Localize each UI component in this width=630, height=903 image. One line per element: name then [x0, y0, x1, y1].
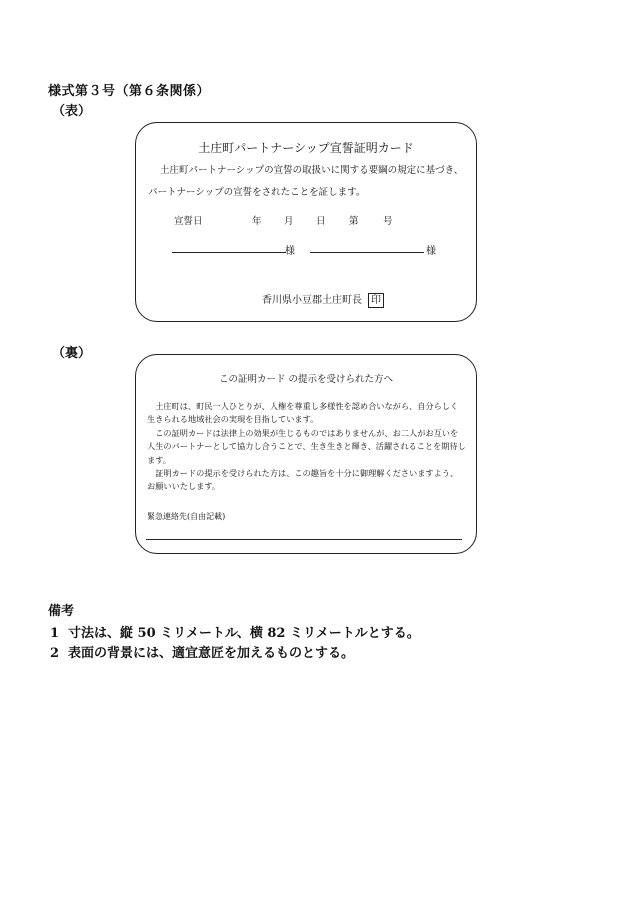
notes-title: 備考	[48, 604, 75, 619]
partner-name-line-2	[310, 252, 424, 253]
honorific-1: 様	[285, 246, 295, 257]
front-card-title: 土庄町パートナーシップ宣誓証明カード	[198, 141, 414, 155]
oath-year-label: 年	[252, 216, 262, 227]
back-card-body	[147, 400, 466, 494]
honorific-2: 様	[426, 246, 436, 257]
note-number: 2	[50, 646, 60, 661]
oath-day-label: 日	[316, 216, 326, 227]
back-paragraph-2: この証明カードは法律上の効果が生じるものではありませんが、お二人がお互いを人生のパートナーとして協力し合うことで、生き生きと輝き、活躍されることを期待します。	[147, 427, 466, 465]
back-paragraph-1: 土庄町は、町民一人ひとりが、人権を尊重し多様性を認め合いながら、自分らしく生きられる地域社会の実現を目指しています。	[147, 401, 459, 425]
front-body-line-1: 土庄町パートナーシップの宣誓の取扱いに関する要綱の規定に基づき、	[160, 165, 464, 176]
front-card-body	[148, 160, 466, 204]
certificate-card-back	[135, 354, 477, 554]
form-heading: 様式第３号（第６条関係）	[48, 84, 211, 99]
note-item-1	[50, 622, 420, 641]
back-paragraph-3: 証明カードの提示を受けられた方は、この趣旨を十分に御理解くださいますよう、お願いいたします。	[147, 468, 459, 492]
back-card-title: この証明カード の提示を受けられた方へ	[218, 374, 394, 385]
partner-name-line-1	[172, 252, 286, 253]
emergency-contact-line	[146, 539, 462, 540]
official-seal-box: 印	[368, 293, 384, 308]
front-side-label: （表）	[52, 104, 92, 119]
number-prefix-label: 第	[349, 216, 359, 227]
certificate-card-front	[135, 122, 477, 322]
emergency-contact-label: 緊急連絡先(自由記載)	[147, 512, 226, 521]
note-text: 寸法は、縦 50 ミリメートル、横 82 ミリメートルとする。	[68, 626, 420, 641]
front-body-line-2: パートナーシップの宣誓をされたことを証します。	[148, 187, 366, 198]
note-number: 1	[50, 626, 60, 641]
issuer-block	[262, 291, 384, 308]
oath-month-label: 月	[284, 216, 294, 227]
note-text: 表面の背景には、適宜意匠を加えるものとする。	[68, 646, 355, 661]
note-item-2	[50, 642, 354, 661]
back-side-label: （裏）	[52, 346, 92, 361]
issuer-name: 香川県小豆郡土庄町長	[262, 295, 362, 306]
number-suffix-label: 号	[383, 216, 393, 227]
oath-date-label: 宣誓日	[174, 216, 203, 227]
